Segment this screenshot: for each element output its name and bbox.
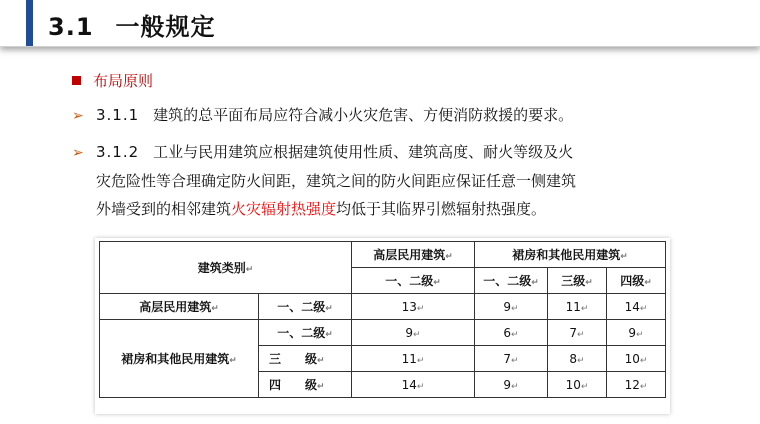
title-accent-bar [26, 0, 33, 46]
table [99, 241, 666, 398]
table-cell: 6↵ [475, 320, 548, 346]
table-cell: 7↵ [548, 320, 607, 346]
clause-text-line-1: 工业与民用建筑应根据建筑使用性质、建筑高度、耐火等级及火 [153, 143, 574, 161]
clause-text-pre: 外墙受到的相邻建筑 [96, 200, 232, 218]
table-cell: 7↵ [475, 346, 548, 372]
table-cell: 14↵ [352, 372, 475, 398]
header-group-1: 高层民用建筑↵ [352, 242, 475, 268]
table-row [100, 320, 666, 346]
clause-text-post: 均低于其临界引燃辐射热强度。 [336, 200, 547, 218]
header-level: 一、二级↵ [352, 268, 475, 294]
section-bullet-label: 布局原则 [93, 72, 154, 90]
clause-3-1-1 [72, 101, 573, 130]
table-cell: 10↵ [548, 372, 607, 398]
clause-number: 3.1.1 [96, 106, 140, 124]
table-cell: 9↵ [352, 320, 475, 346]
arrow-bullet-icon: ➢ [72, 145, 84, 161]
section-number: 3.1 [48, 13, 94, 41]
table-cell: 14↵ [607, 294, 666, 320]
row-category: 高层民用建筑↵ [100, 294, 259, 320]
row-category: 裙房和其他民用建筑↵ [100, 320, 259, 398]
table-row [100, 294, 666, 320]
page-title [48, 7, 216, 42]
clause-text-line-2: 灾危险性等合理确定防火间距，建筑之间的防火间距应保证任意一侧建筑 [96, 172, 577, 190]
header-level: 四级↵ [607, 268, 666, 294]
table-header-row [100, 242, 666, 268]
table-cell: 8↵ [548, 346, 607, 372]
section-bullet [72, 70, 153, 91]
table-cell: 11↵ [548, 294, 607, 320]
fire-separation-table [95, 238, 670, 414]
title-bar [0, 0, 760, 47]
clause-text: 建筑的总平面布局应符合减小火灾危害、方便消防救援的要求。 [153, 106, 574, 124]
table-cell: 9↵ [475, 372, 548, 398]
table-cell: 9↵ [475, 294, 548, 320]
arrow-bullet-icon: ➢ [72, 108, 84, 124]
row-grade: 四 级↵ [259, 372, 352, 398]
clause-3-1-2 [72, 138, 742, 223]
header-level: 三级↵ [548, 268, 607, 294]
row-grade: 一、二级↵ [259, 294, 352, 320]
row-grade: 三 级↵ [259, 346, 352, 372]
header-group-2: 裙房和其他民用建筑↵ [475, 242, 666, 268]
table-cell: 9↵ [607, 320, 666, 346]
clause-number: 3.1.2 [96, 143, 140, 161]
section-title: 一般规定 [115, 13, 216, 41]
row-grade: 一、二级↵ [259, 320, 352, 346]
clause-text-line-3 [72, 195, 742, 223]
header-category: 建筑类别↵ [100, 242, 352, 294]
square-bullet-icon [72, 76, 81, 85]
table-cell: 13↵ [352, 294, 475, 320]
highlighted-term: 火灾辐射热强度 [231, 200, 337, 218]
table-cell: 11↵ [352, 346, 475, 372]
table-cell: 10↵ [607, 346, 666, 372]
header-level: 一、二级↵ [475, 268, 548, 294]
table-cell: 12↵ [607, 372, 666, 398]
